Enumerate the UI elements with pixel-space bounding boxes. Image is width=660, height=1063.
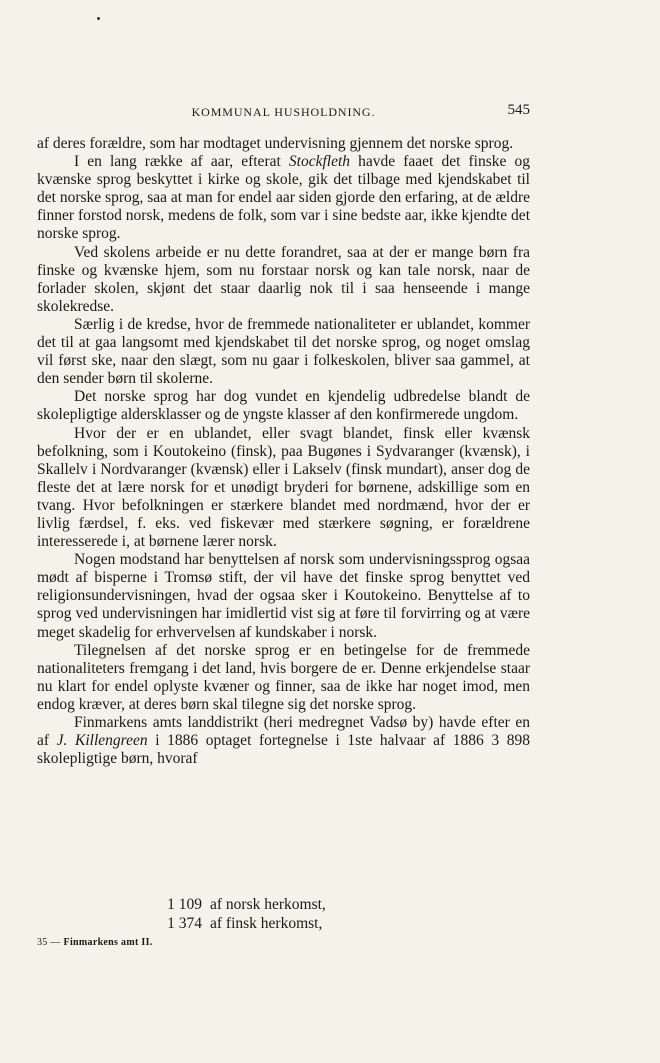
list-text: af norsk herkomst, — [210, 896, 326, 913]
paragraph: Tilegnelsen af det norske sprog er en betingelse for de fremmede nationaliteters fremgang i det land, hvis borgere de er. Denne erkjendelse staar nu klart for endel oplyste kvæner og finner, saa de ikke har noget imod, men endog kræver, at deres børn skal tilegne sig det norske sprog. — [37, 641, 530, 713]
list-number: 1 109 — [167, 896, 202, 913]
italic-name: Stockfleth — [288, 153, 351, 171]
paragraph: Hvor der er en ublandet, eller svagt blandet, finsk eller kvænsk befolkning, som i Koutokeino (finsk), paa Bugønes i Sydvaranger (kvænsk), i Skallelv i Nordvaranger (kvænsk) eller i Lakselv (finsk mundart), anser dog de fleste det at lære norsk for et unødigt bryderi for børnene, adskillige som en tvang. Hvor befolkningen er stærkere blandet med nordmænd, hvor der er livlig færdsel, f. eks. ved fiskevær med stærkere søgning, er forældrene interesserede i, at børnene lærer norsk. — [37, 424, 530, 551]
sheet-signature — [37, 937, 153, 948]
page-header — [37, 102, 530, 122]
page-number: 545 — [507, 102, 530, 118]
ink-speck — [97, 17, 100, 20]
body-text — [37, 135, 530, 768]
sheet-number: 35 — [37, 937, 48, 948]
paragraph: af deres forældre, som har modtaget undervisning gjennem det norske sprog. — [37, 135, 514, 152]
paragraph: Det norske sprog har dog vundet en kjendelig udbredelse blandt de skolepligtige aldersklasser og de yngste klasser af den konfirmerede ungdom. — [37, 388, 530, 424]
paragraph: I en lang række af aar, efterat Stockfleth havde faaet det finske og kvænske sprog beskyttet i kirke og skole, gik det tilbage med kjendskabet til det norske sprog, saa at man for endel aar siden gjorde den erfaring, at de ældre finner forstod norsk, medens de folk, som var i sine bedste aar, ikke kjendte det norske sprog. — [37, 153, 530, 243]
paragraph: Nogen modstand har benyttelsen af norsk som undervisningssprog ogsaa mødt af bisperne i Tromsø stift, der vil have det finske sprog benyttet ved religionsundervisningen, hvad der ogsaa sker i Koutokeino. Benyttelse af to sprog ved undervisningen har imidlertid vist sig at føre til forvirring og at være meget skadelig for erhvervelsen af kundskaber i norsk. — [37, 551, 530, 641]
paragraph: Finmarkens amts landdistrikt (heri medregnet Vadsø by) havde efter en af J. Killengreen i 1886 optaget fortegnelse i 1ste halvaar af 1886 3 898 skolepligtige børn, hvoraf — [37, 714, 530, 768]
origin-list — [162, 896, 326, 933]
list-item — [162, 896, 326, 915]
sheet-title: Finmarkens amt II. — [63, 937, 153, 948]
paragraph: Ved skolens arbeide er nu dette forandret, saa at der er mange børn fra finske og kvænske hjem, som nu forstaar norsk og kan tale norsk, naar de forlader skolen, skjønt det staar daarlig nok til i saa henseende i mange skolekredse. — [37, 243, 530, 315]
running-title: KOMMUNAL HUSHOLDNING. — [191, 105, 376, 119]
paragraph: Særlig i de kredse, hvor de fremmede nationaliteter er ublandet, kommer det til at gaa langsomt med kjendskabet til det norske sprog, og noget omslag vil først ske, naar den slægt, som nu gaar i folkeskolen, bliver saa gammel, at den sender børn til skolerne. — [37, 315, 530, 388]
italic-name: J. Killengreen — [56, 732, 148, 750]
list-number: 1 374 — [167, 914, 202, 932]
list-text: af finsk herkomst, — [210, 914, 323, 932]
list-item — [162, 915, 326, 934]
sheet-dash: — — [50, 937, 61, 948]
